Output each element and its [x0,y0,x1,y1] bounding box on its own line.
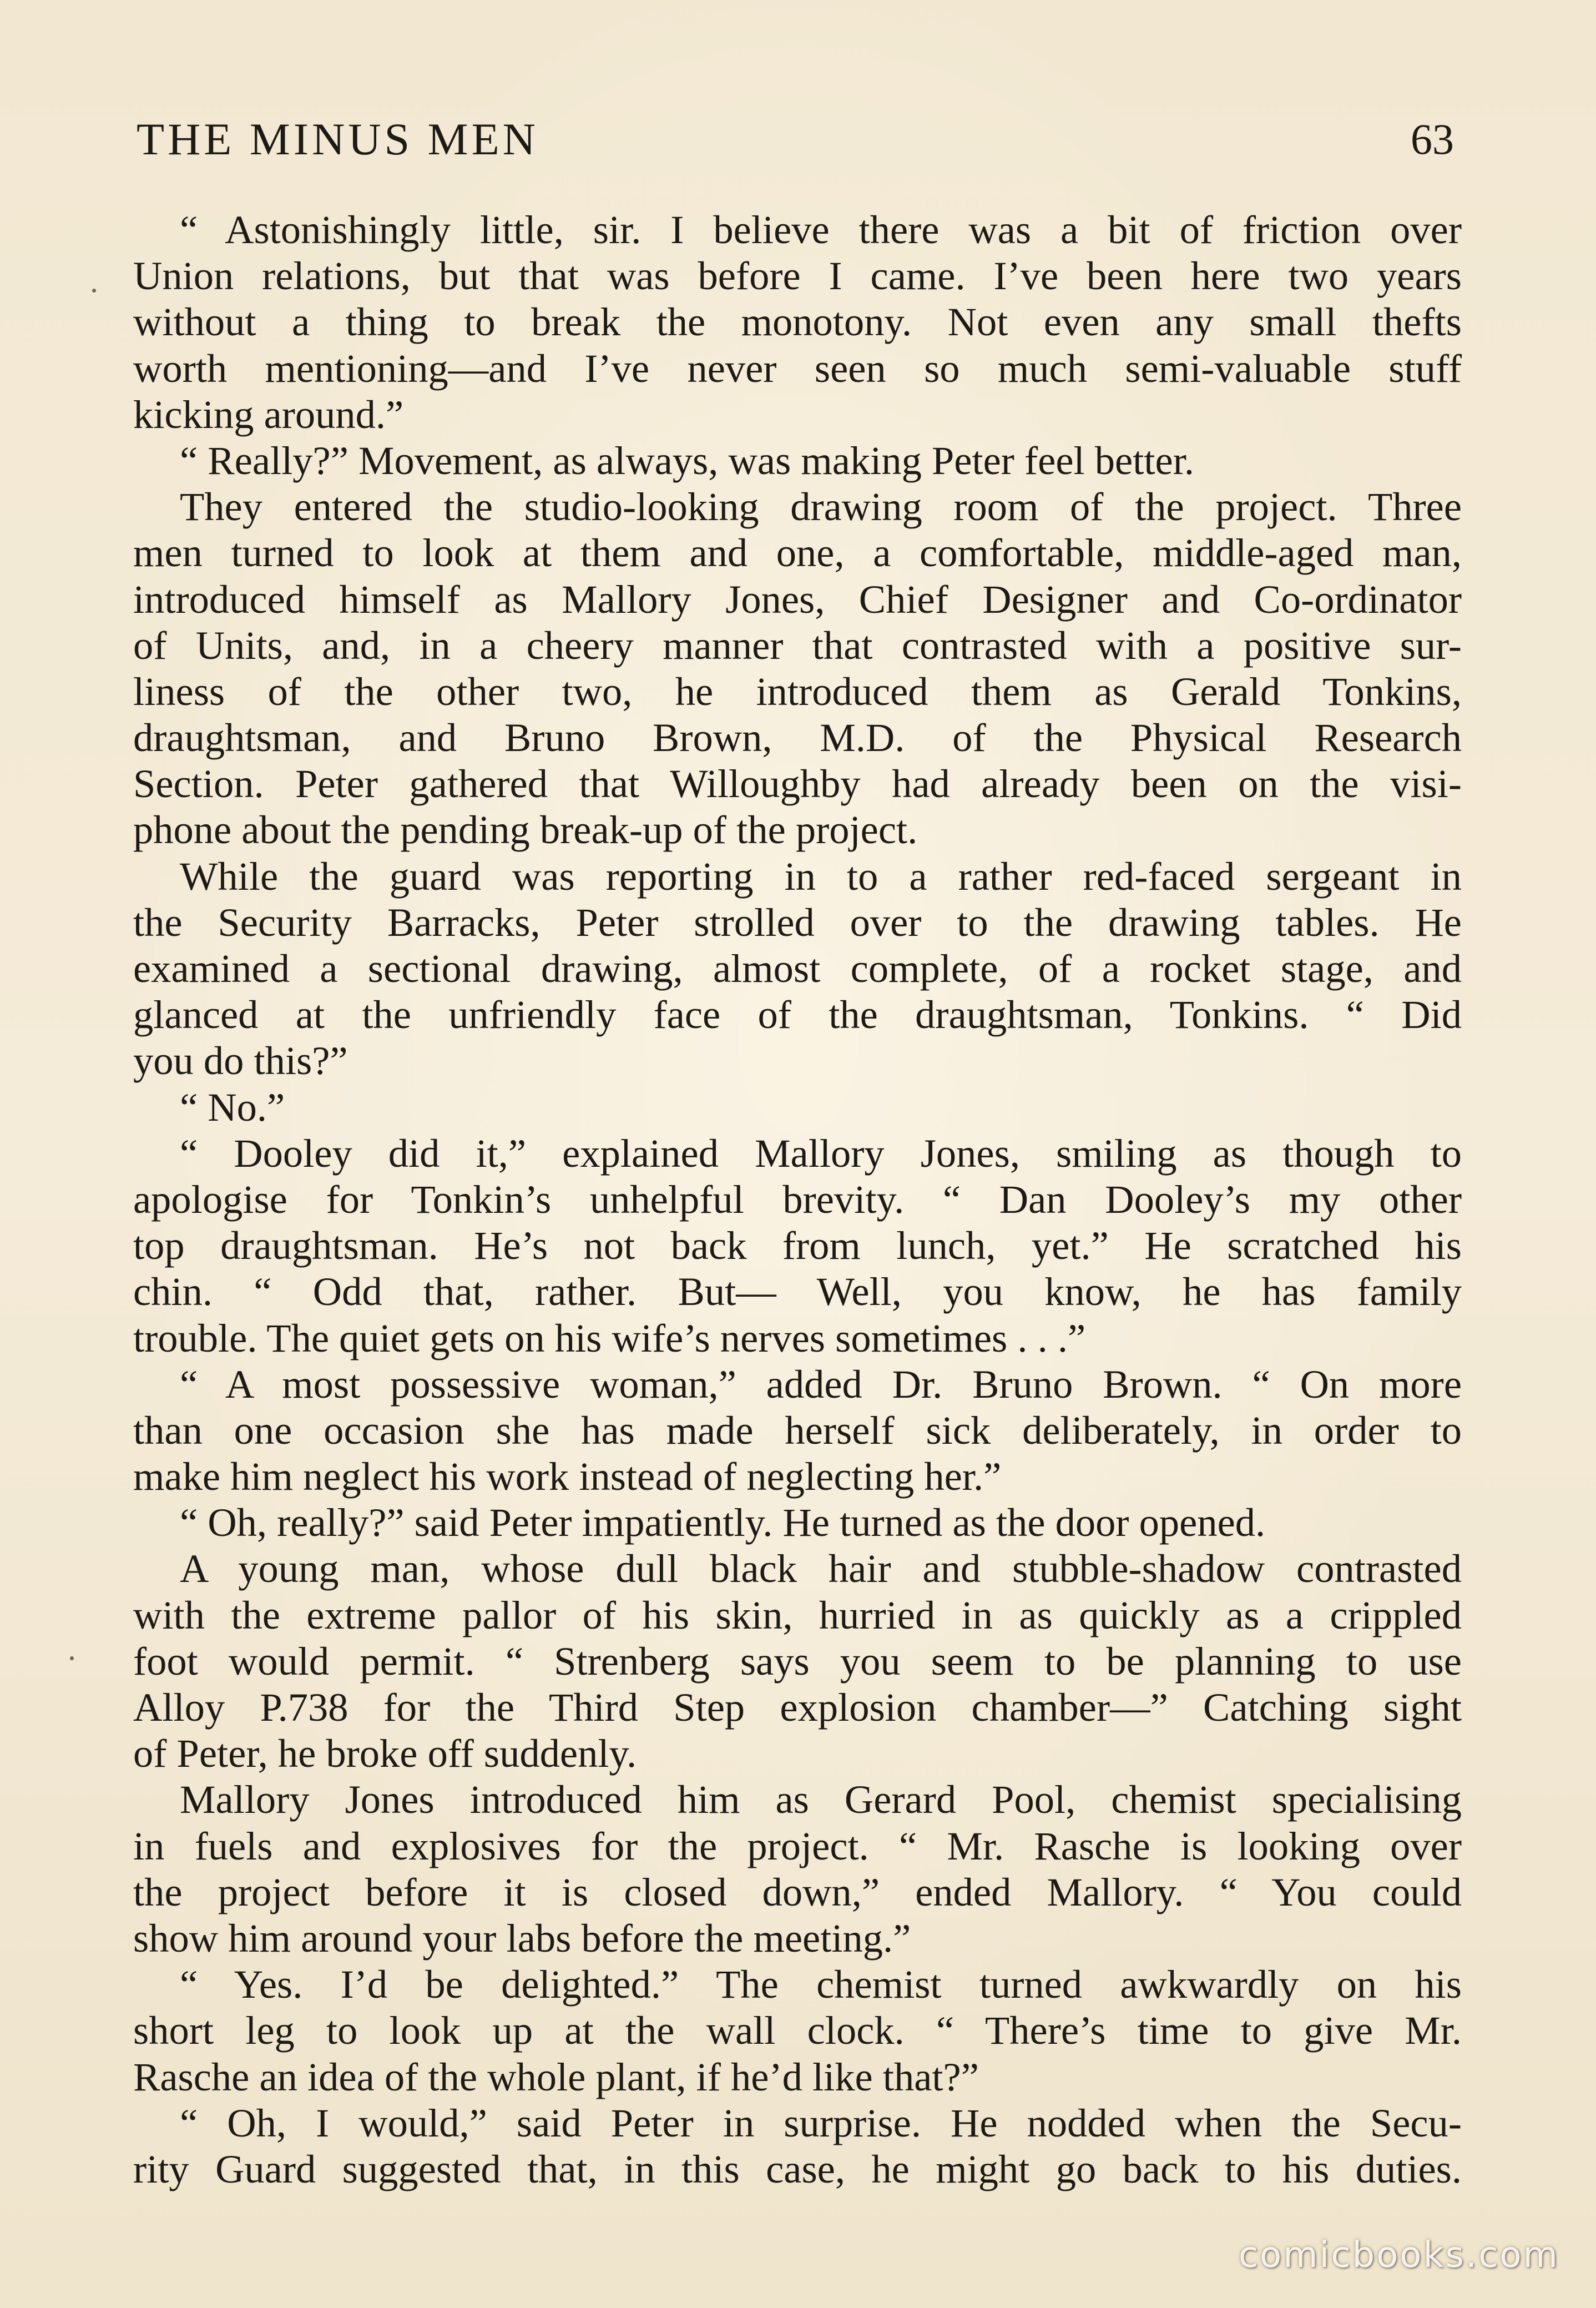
text-line: Union relations, but that was before I came. I’ve been here two years [133,253,1462,299]
text-line: chin. “ Odd that, rather. But— Well, you know, he has family [133,1269,1462,1314]
text-line: “ A most possessive woman,” added Dr. Bruno Brown. “ On more [180,1361,1462,1407]
speck-mark [92,289,96,293]
text-line: short leg to look up at the wall clock. “ There’s time to give Mr. [133,2008,1462,2053]
text-line: worth mentioning—and I’ve never seen so much semi-valuable stuff [133,345,1462,391]
page-number: 63 [1411,115,1454,163]
text-line: show him around your labs before the meeting.” [133,1915,911,1961]
text-line: “ Dooley did it,” explained Mallory Jones, smiling as though to [180,1130,1462,1176]
text-line: of Peter, he broke off suddenly. [133,1731,637,1776]
text-line: men turned to look at them and one, a comfortable, middle-aged man, [133,530,1462,576]
text-line: “ No.” [180,1084,285,1130]
page-header [137,109,1459,170]
text-line: glanced at the unfriendly face of the draughtsman, Tonkins. “ Did [133,992,1462,1037]
text-line: in fuels and explosives for the project. “ Mr. Rasche is looking over [133,1823,1462,1868]
text-line: you do this?” [133,1038,348,1084]
text-line: They entered the studio-looking drawing room of the project. Three [180,484,1462,530]
text-line: the project before it is closed down,” ended Mallory. “ You could [133,1869,1462,1914]
text-line: than one occasion she has made herself sick deliberately, in order to [133,1407,1462,1453]
text-line: Alloy P.738 for the Third Step explosion chamber—” Catching sight [133,1685,1462,1730]
text-line: top draughtsman. He’s not back from lunch, yet.” He scratched his [133,1223,1462,1268]
text-line: without a thing to break the monotony. Not even any small thefts [133,299,1462,345]
text-line: “ Yes. I’d be delighted.” The chemist turned awkwardly on his [180,1962,1462,2007]
text-line: kicking around.” [133,391,404,437]
text-line: examined a sectional drawing, almost complete, of a rocket stage, and [133,946,1462,991]
text-line: draughtsman, and Bruno Brown, M.D. of the Physical Research [133,715,1462,760]
text-line: make him neglect his work instead of neglecting her.” [133,1454,1002,1499]
text-line: “ Really?” Movement, as always, was making Peter feel better. [180,437,1194,483]
text-line: introduced himself as Mallory Jones, Chief Designer and Co-ordinator [133,576,1462,622]
speck-mark [70,1656,74,1660]
watermark-logo: comicbooks.com [1238,2235,1559,2276]
text-line: A young man, whose dull black hair and stubble-shadow contrasted [180,1546,1462,1591]
text-line: rity Guard suggested that, in this case, he might go back to his duties. [133,2146,1462,2191]
body-text [133,206,1462,2192]
text-line: apologise for Tonkin’s unhelpful brevity. “ Dan Dooley’s my other [133,1176,1462,1222]
text-line: the Security Barracks, Peter strolled over to the drawing tables. He [133,899,1462,945]
text-line: Rasche an idea of the whole plant, if he’d like that?” [133,2054,979,2099]
text-line: “ Oh, really?” said Peter impatiently. He turned as the door opened. [180,1500,1266,1545]
text-line: of Units, and, in a cheery manner that contrasted with a positive sur- [133,622,1462,668]
text-line: Mallory Jones introduced him as Gerard Pool, chemist specialising [180,1777,1462,1822]
text-line: with the extreme pallor of his skin, hurried in as quickly as a crippled [133,1592,1462,1637]
text-line: foot would permit. “ Strenberg says you seem to be planning to use [133,1638,1462,1684]
text-line: phone about the pending break-up of the project. [133,807,918,853]
text-line: “ Oh, I would,” said Peter in surprise. He nodded when the Secu- [180,2100,1462,2145]
text-line: While the guard was reporting in to a rather red-faced sergeant in [180,853,1462,899]
running-head: THE MINUS MEN [137,114,539,164]
text-line: trouble. The quiet gets on his wife’s nerves sometimes . . .” [133,1315,1086,1360]
text-line: Section. Peter gathered that Willoughby had already been on the visi- [133,761,1462,807]
text-line: liness of the other two, he introduced them as Gerald Tonkins, [133,668,1462,714]
text-line: “ Astonishingly little, sir. I believe there was a bit of friction over [180,207,1462,252]
